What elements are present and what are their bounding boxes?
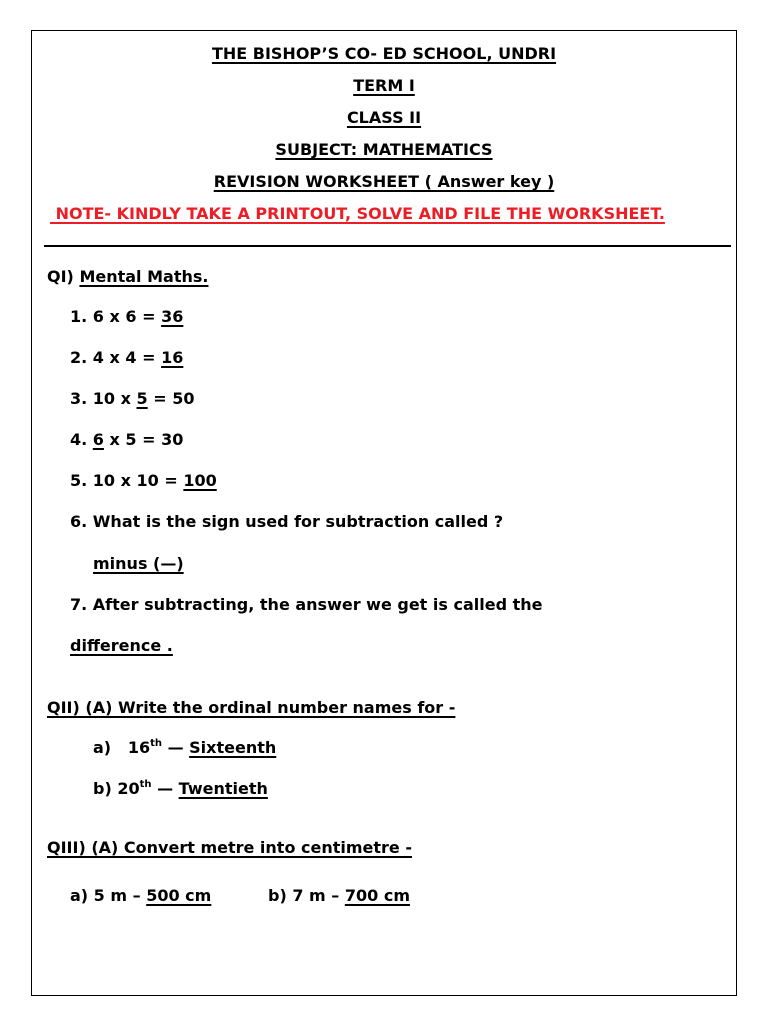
header-divider	[44, 245, 731, 247]
term-heading: TERM I	[353, 76, 415, 95]
q1-item-6-answer: minus (—)	[93, 554, 184, 573]
answer: 700 cm	[344, 886, 410, 905]
answer: Sixteenth	[189, 738, 277, 757]
answer: 6	[92, 430, 104, 449]
school-name: THE BISHOP’S CO- ED SCHOOL, UNDRI	[211, 44, 557, 63]
q2-item-b: b) 20th — Twentieth	[93, 778, 268, 798]
note-banner: NOTE- KINDLY TAKE A PRINTOUT, SOLVE AND FILE THE WORKSHEET.	[50, 204, 665, 223]
worksheet-title: REVISION WORKSHEET ( Answer key )	[213, 172, 555, 191]
q1-item-3: 3. 10 x 5 = 50	[70, 389, 195, 408]
q1-item-1: 1. 6 x 6 = 36	[70, 307, 184, 326]
q3-item-a: a) 5 m – 500 cm	[70, 886, 212, 905]
answer: 5	[136, 389, 148, 408]
q3-item-b: b) 7 m – 700 cm	[268, 886, 410, 905]
q2-heading: QII) (A) Write the ordinal number names for -	[47, 698, 456, 717]
answer: 100	[183, 471, 217, 490]
answer: 16	[161, 348, 184, 367]
q1-item-6: 6. What is the sign used for subtraction called ?	[70, 512, 504, 531]
q2-item-a: a) 16th — Sixteenth	[93, 737, 277, 757]
q3-heading: QIII) (A) Convert metre into centimetre -	[47, 838, 412, 857]
subject-heading: SUBJECT: MATHEMATICS	[275, 140, 493, 159]
q1-item-2: 2. 4 x 4 = 16	[70, 348, 184, 367]
q1-item-4: 4. 6 x 5 = 30	[70, 430, 184, 449]
answer: 36	[161, 307, 184, 326]
q1-heading: QI) Mental Maths.	[47, 267, 209, 286]
q1-item-7-answer: difference .	[70, 636, 173, 655]
q1-item-5: 5. 10 x 10 = 100	[70, 471, 217, 490]
answer: Twentieth	[178, 779, 268, 798]
q1-item-7: 7. After subtracting, the answer we get is called the	[70, 595, 543, 614]
answer: 500 cm	[146, 886, 212, 905]
class-heading: CLASS II	[346, 108, 422, 127]
